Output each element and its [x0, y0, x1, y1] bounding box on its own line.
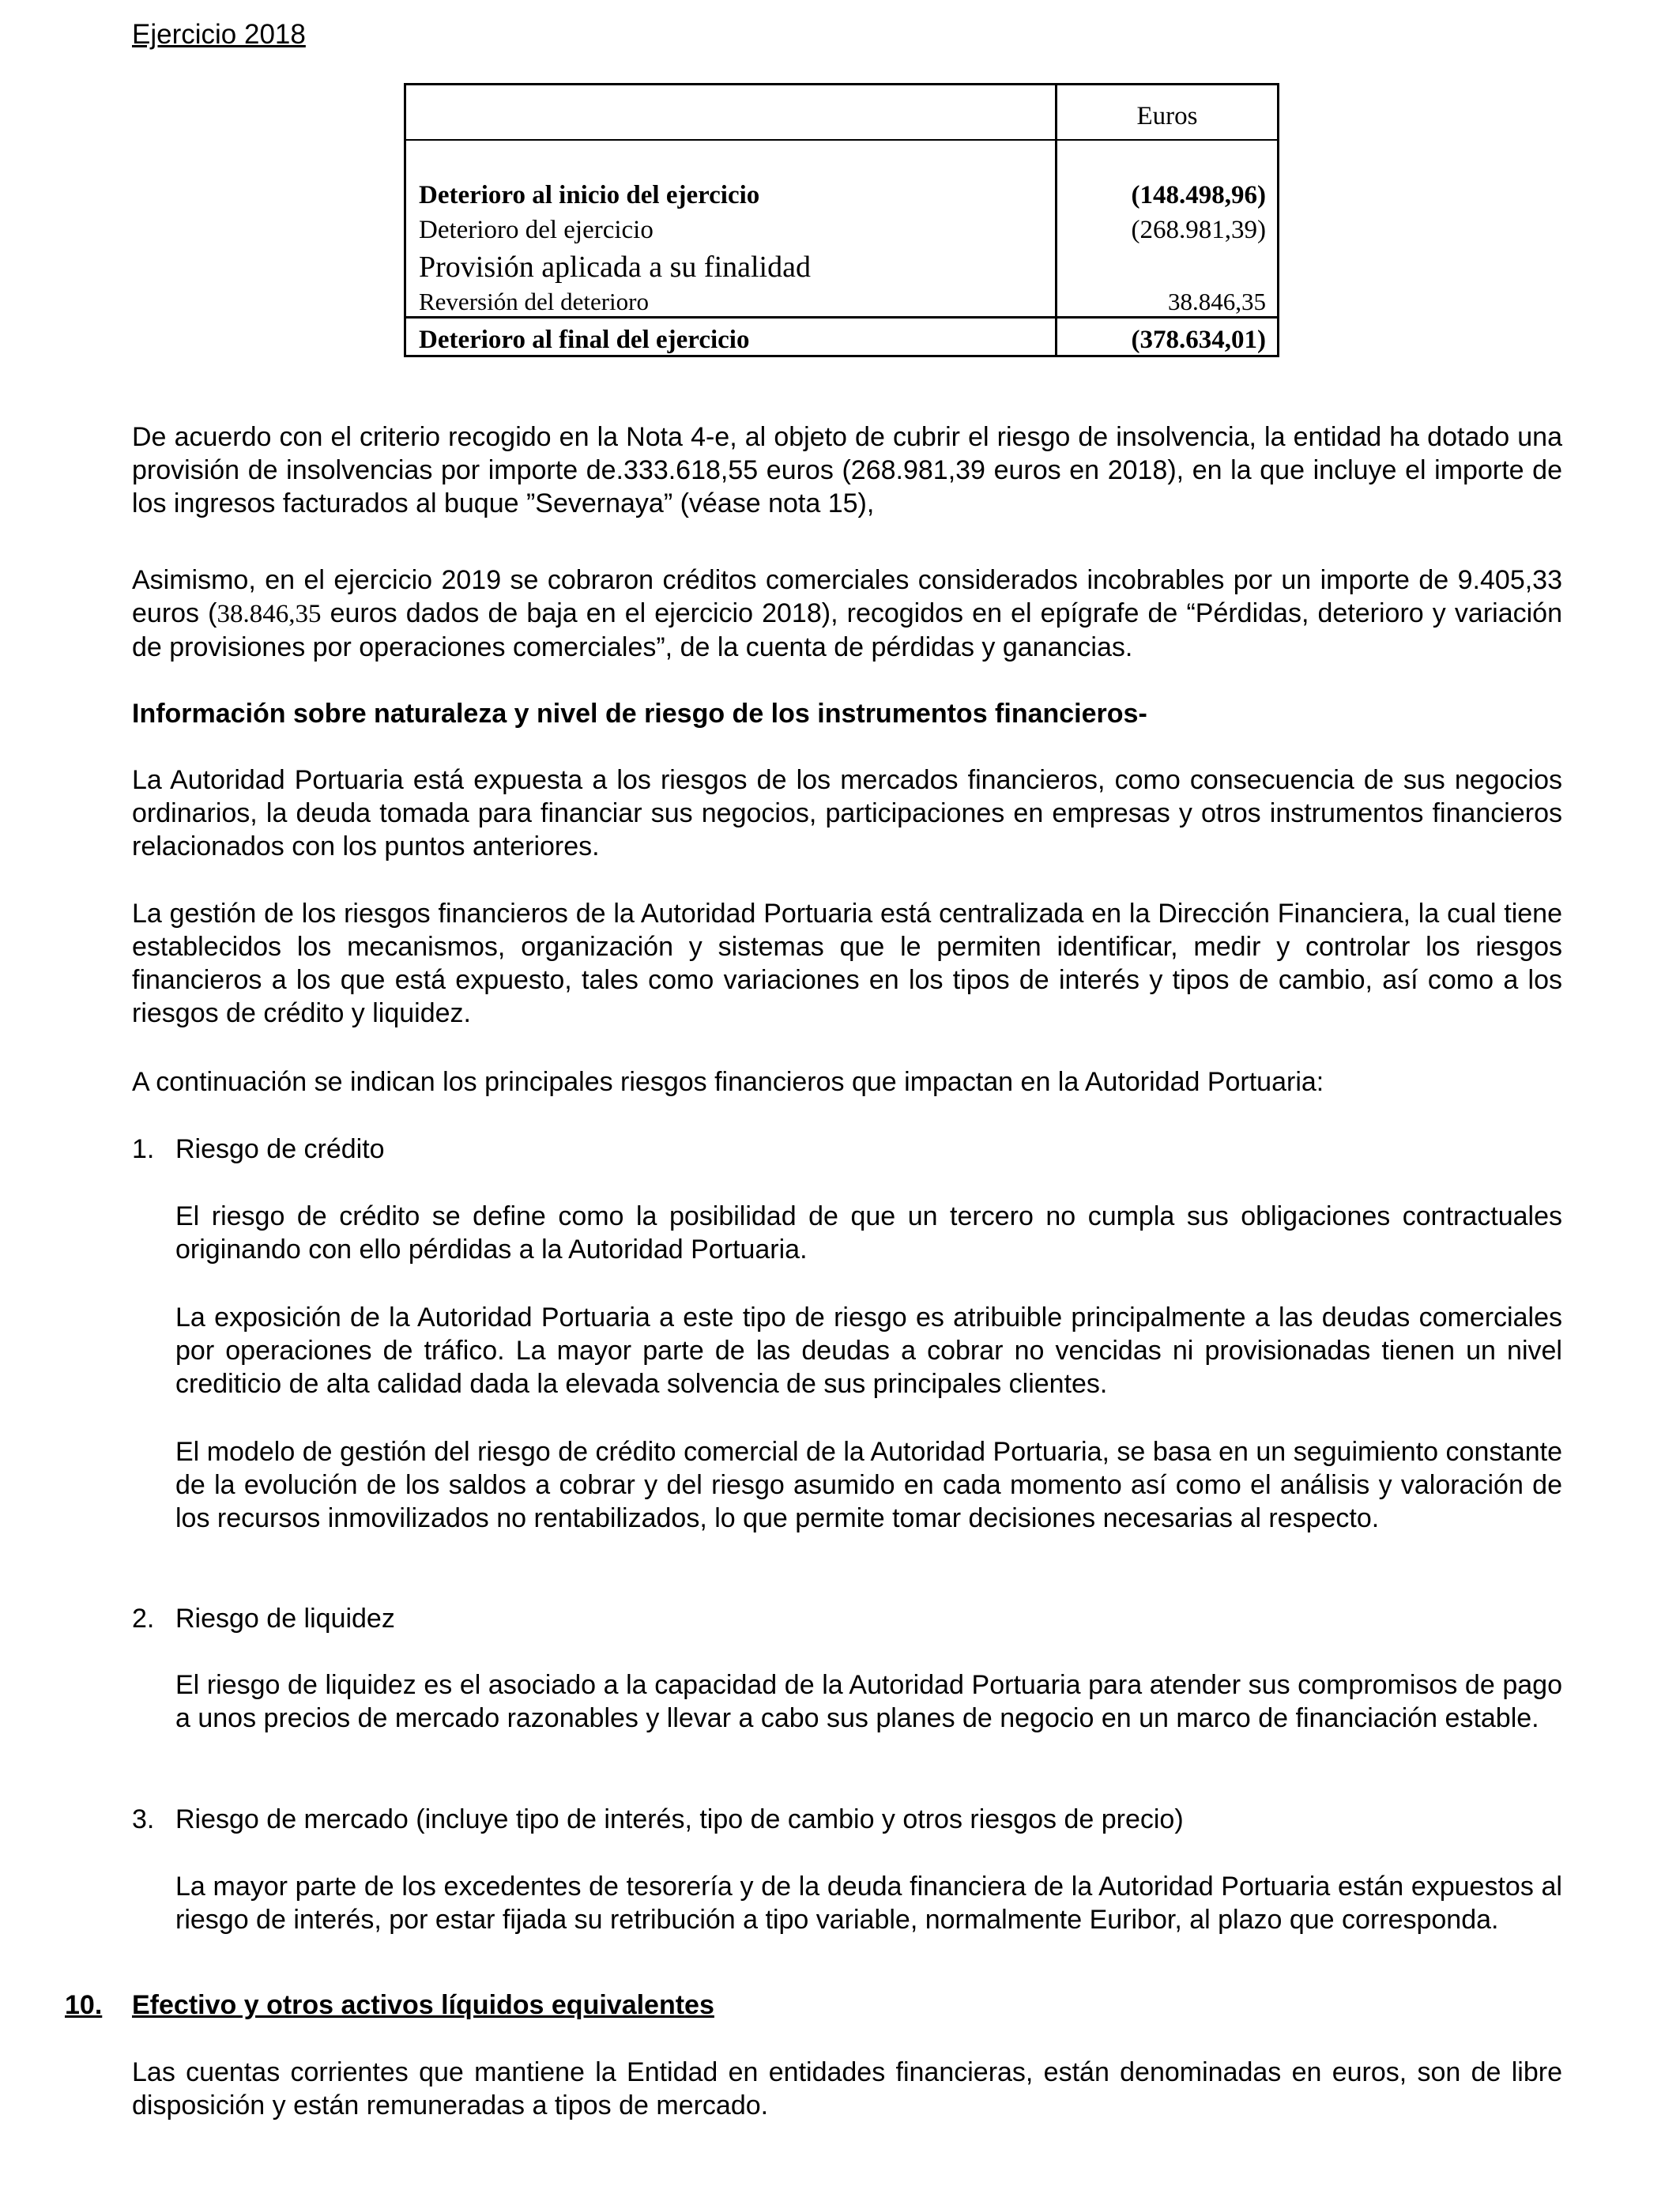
paragraph-recovered-credits: Asimismo, en el ejercicio 2019 se cobraron créditos comerciales considerados incobrables por un importe de 9.405,33 euros (38.846,35 euros dados de baja en el ejercicio 2018), recogidos en el epígrafe de “Pérdidas, deterioro y variación de provisiones por operaciones comerciales”, de la cuenta de pérdidas y ganancias. [132, 565, 1562, 662]
row-label: Deterioro al final del ejercicio [405, 318, 1057, 356]
year-heading: Ejercicio 2018 [132, 19, 306, 50]
paragraph-risk-management: La gestión de los riesgos financieros de la Autoridad Portuaria está centralizada en la Dirección Financiera, la cual tiene establecidos los mecanismos, organización y sistemas que le permiten identificar, medir y controlar los riesgos financieros a los que está expuesto, tales como variaciones en los tipos de interés y tipos de cambio, así como a los riesgos de crédito y liquidez. [132, 899, 1562, 1028]
table-row [405, 245, 1279, 285]
row-label: Reversión del deterioro [405, 285, 1057, 318]
section-10-heading: 10. Efectivo y otros activos líquidos equivalentes [65, 1990, 714, 2020]
table-row [405, 210, 1279, 245]
table-row [405, 174, 1279, 210]
list-item-liquidity-risk: 2. Riesgo de liquidez [132, 1604, 395, 1634]
row-value: (148.498,96) [1057, 174, 1279, 210]
risk-info-heading: Información sobre naturaleza y nivel de riesgo de los instrumentos financieros- [132, 699, 1147, 729]
paragraph-market-risk: La mayor parte de los excedentes de tesorería y de la deuda financiera de la Autoridad Portuaria están expuestos al riesgo de interés, por estar fijada su retribución a tipo variable, normalmente Euribor, al plazo que corresponda. [175, 1872, 1562, 1935]
paragraph-provision: De acuerdo con el criterio recogido en la Nota 4-e, al objeto de cubrir el riesgo de insolvencia, la entidad ha dotado una provisión de insolvencias por importe de.333.618,55 euros (268.981,39 euros en 2018), en la que incluye el importe de los ingresos facturados al buque ”Severnaya” (véase nota 15), [132, 422, 1562, 518]
table-row [405, 285, 1279, 318]
paragraph-credit-risk-exposure: La exposición de la Autoridad Portuaria a este tipo de riesgo es atribuible principalmente a las deudas comerciales por operaciones de tráfico. La mayor parte de las deudas a cobrar no vencidas ni provisionadas tienen un nivel crediticio de alta calidad dada la elevada solvencia de sus principales clientes. [175, 1302, 1562, 1399]
table-header-euros: Euros [1057, 85, 1279, 141]
table-header-empty-cell [405, 85, 1057, 141]
row-value: (378.634,01) [1057, 318, 1279, 356]
paragraph-credit-risk-model: El modelo de gestión del riesgo de crédito comercial de la Autoridad Portuaria, se basa en un seguimiento constante de la evolución de los saldos a cobrar y del riesgo asumido en cada momento así como el análisis y valoración de los recursos inmovilizados no rentabilizados, lo que permite tomar decisiones necesarias al respecto. [175, 1437, 1562, 1533]
row-value: (268.981,39) [1057, 210, 1279, 245]
row-label: Deterioro del ejercicio [405, 210, 1057, 245]
paragraph-market-exposure: La Autoridad Portuaria está expuesta a los riesgos de los mercados financieros, como consecuencia de sus negocios ordinarios, la deuda tomada para financiar sus negocios, participaciones en empresas y otros instrumentos financieros relacionados con los puntos anteriores. [132, 765, 1562, 861]
row-label: Deterioro al inicio del ejercicio [405, 174, 1057, 210]
row-value [1057, 245, 1279, 285]
paragraph-current-accounts: Las cuentas corrientes que mantiene la Entidad en entidades financieras, están denominadas en euros, son de libre disposición y están remuneradas a tipos de mercado. [132, 2057, 1562, 2120]
row-value: 38.846,35 [1057, 285, 1279, 318]
impairment-table [404, 83, 1279, 357]
table-total-row [405, 318, 1279, 356]
table-header-row [405, 85, 1279, 141]
list-item-credit-risk: 1. Riesgo de crédito [132, 1134, 385, 1164]
paragraph-credit-risk-definition: El riesgo de crédito se define como la posibilidad de que un tercero no cumpla sus obligaciones contractuales originando con ello pérdidas a la Autoridad Portuaria. [175, 1201, 1562, 1265]
paragraph-liquidity-risk: El riesgo de liquidez es el asociado a la capacidad de la Autoridad Portuaria para atender sus compromisos de pago a unos precios de mercado razonables y llevar a cabo sus planes de negocio en un marco de financiación estable. [175, 1670, 1562, 1733]
table-spacer-row [405, 140, 1279, 174]
row-label: Provisión aplicada a su finalidad [405, 245, 1057, 285]
paragraph-main-risks: A continuación se indican los principales riesgos financieros que impactan en la Autoridad Portuaria: [132, 1067, 1324, 1097]
list-item-market-risk: 3. Riesgo de mercado (incluye tipo de interés, tipo de cambio y otros riesgos de precio) [132, 1804, 1184, 1834]
